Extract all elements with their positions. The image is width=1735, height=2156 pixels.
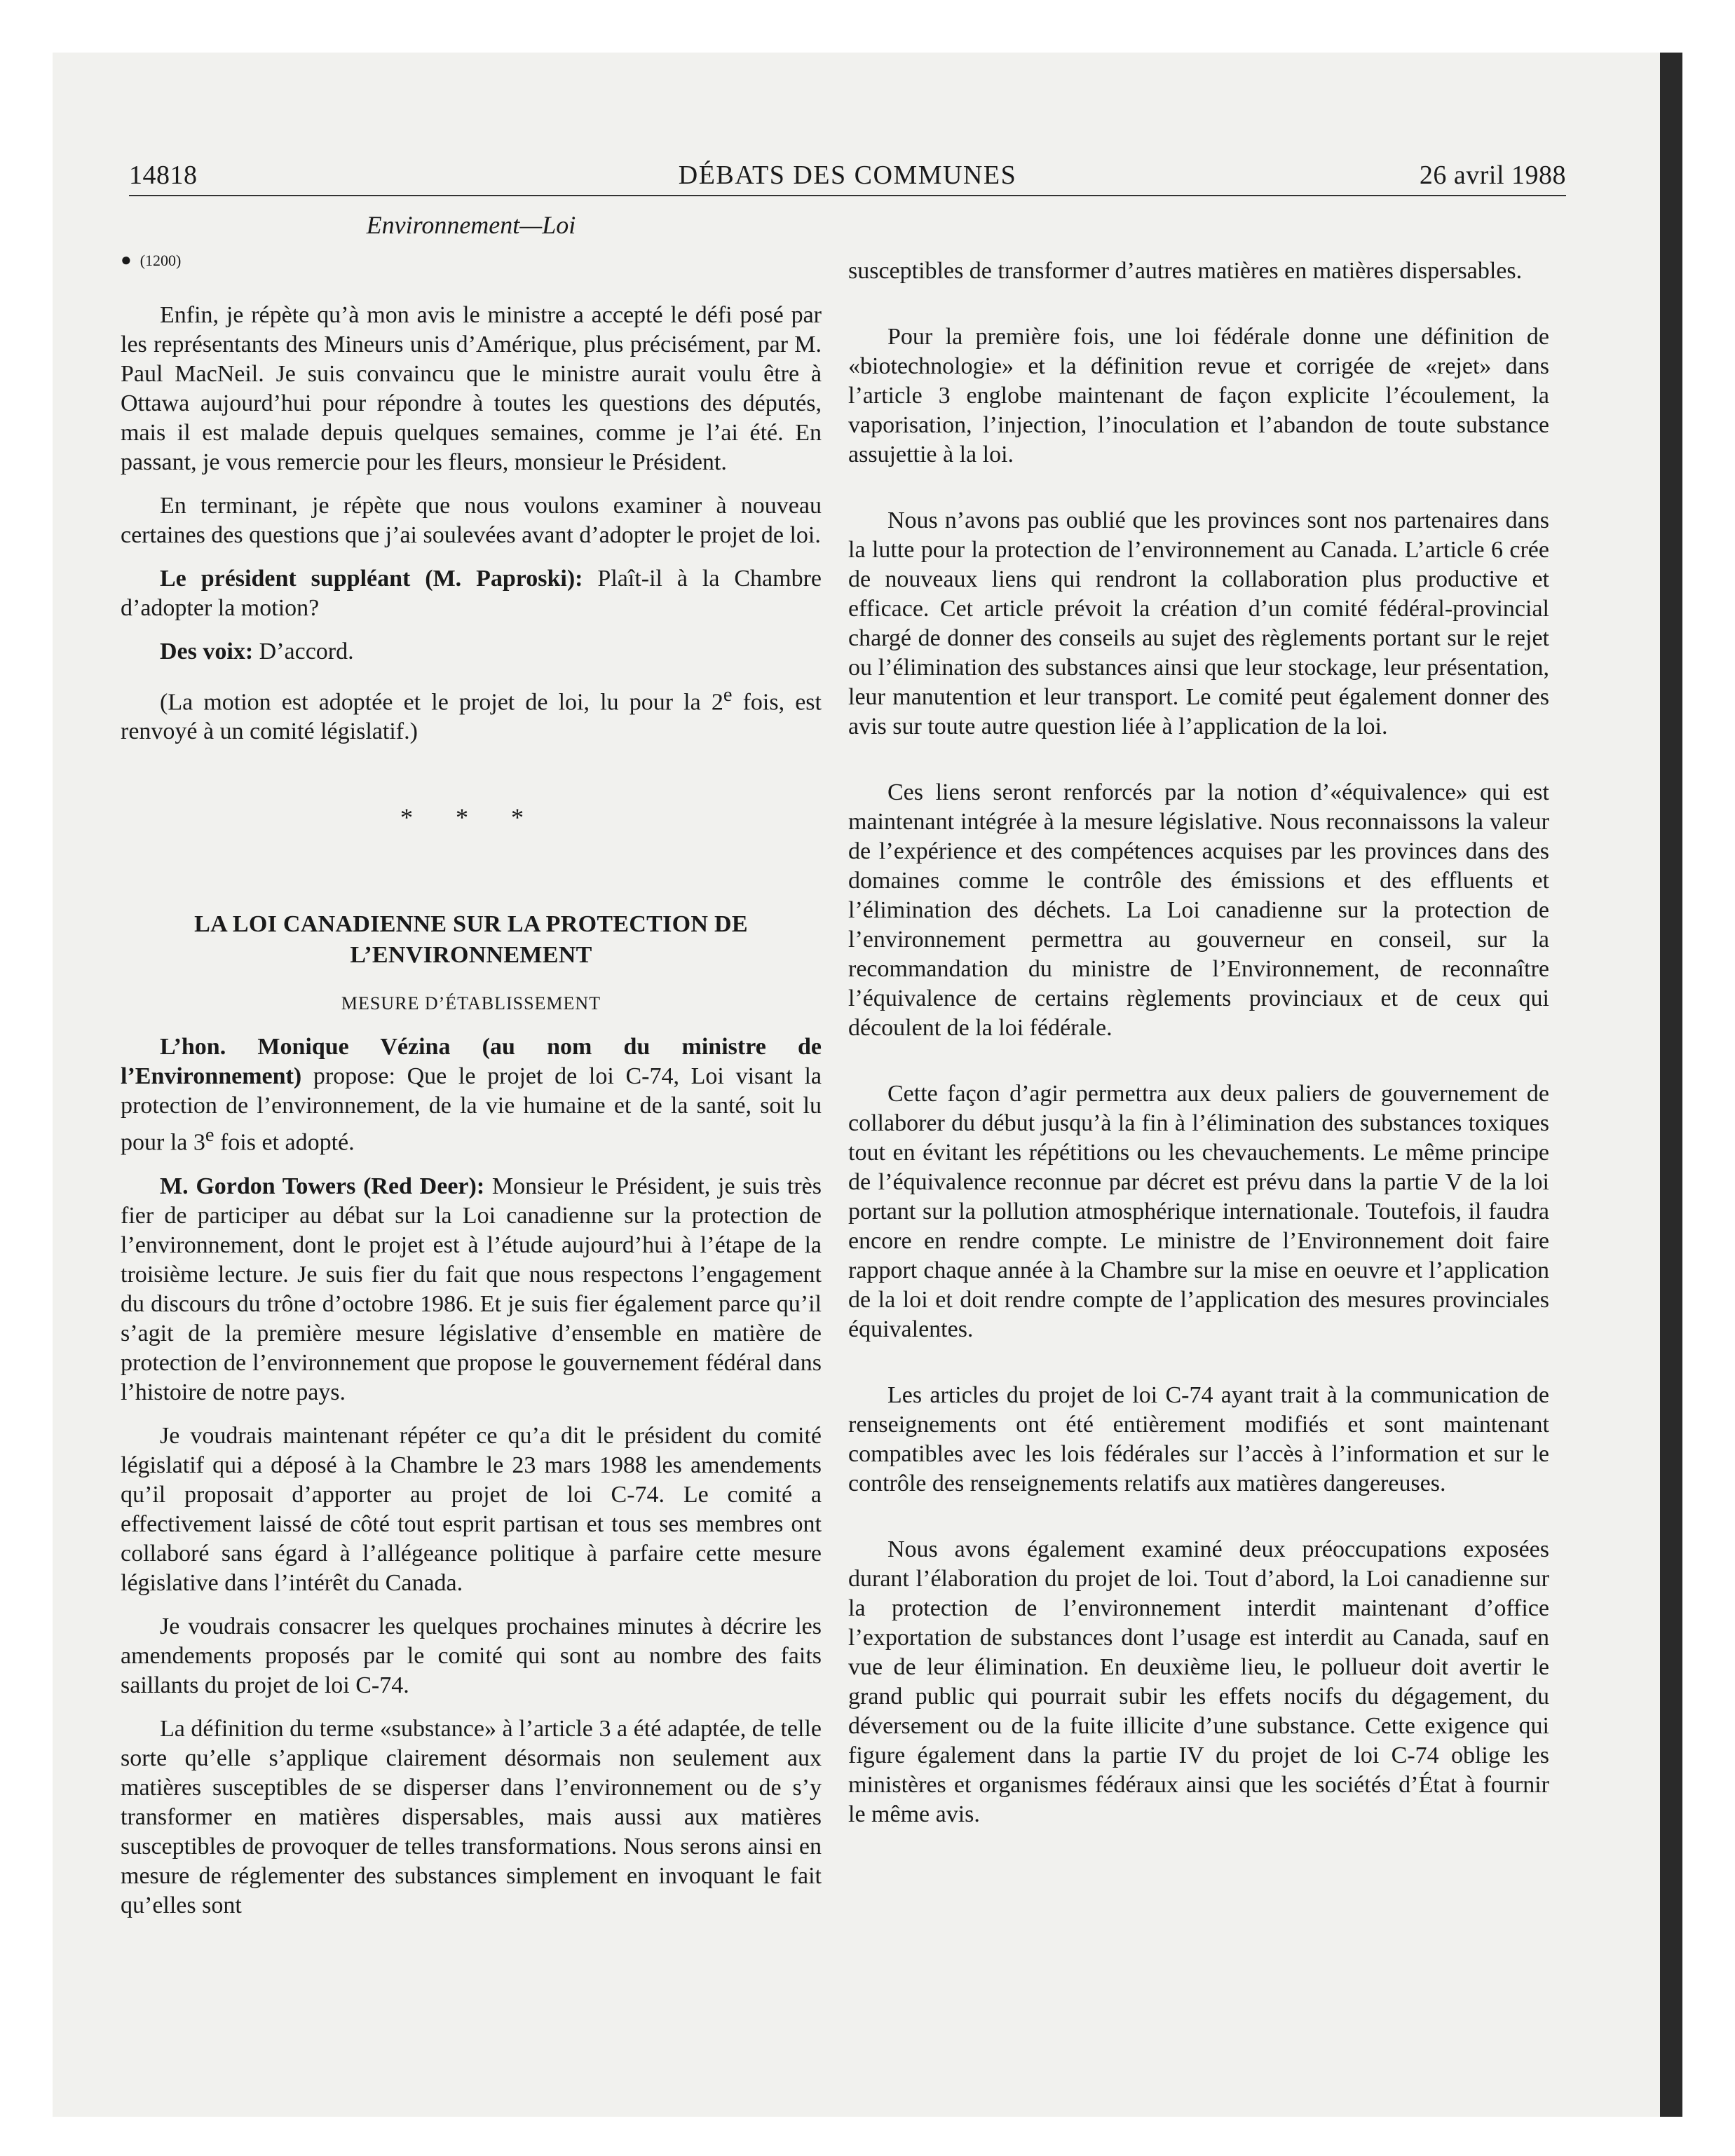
- speaker-name: M. Gordon Towers (Red Deer):: [160, 1173, 485, 1199]
- page-number: 14818: [129, 161, 198, 190]
- section-subheading: MESURE D’ÉTABLISSEMENT: [341, 993, 601, 1014]
- speech-text: fois et adopté.: [214, 1129, 355, 1156]
- paragraph: Je voudrais consacrer les quelques prochaines minutes à décrire les amendements proposés par le comité qui sont au nombre des faits saillants du projet de loi C-74.: [121, 1613, 822, 1698]
- paragraph: Je voudrais maintenant répéter ce qu’a dit le président du comité législatif qui a déposé à la Chambre le 23 mars 1988 les amendements qu’il proposait d’apporter au projet de loi C-74. Le comité a effectivement laissé de côté tout esprit partisan et tous ses membres ont collaboré sans égard à l’allégeance politique à parfaire cette mesure législative dans l’intérêt du Canada.: [121, 1422, 822, 1596]
- section-heading: [121, 909, 822, 971]
- paragraph: [121, 1032, 822, 1157]
- scanner-edge-shadow: [1660, 53, 1682, 2117]
- heading-line: LA LOI CANADIENNE SUR LA PROTECTION DE: [194, 911, 748, 938]
- bullet-icon: ●: [121, 250, 132, 270]
- motion-text: fois, est renvoyé à un comité législatif.): [121, 689, 822, 745]
- paragraph: [121, 564, 822, 623]
- section-separator: * * *: [400, 803, 542, 832]
- left-column: [121, 210, 822, 1935]
- superscript: e: [205, 1124, 215, 1147]
- speech-text: D’accord.: [253, 639, 354, 664]
- paragraph: Enfin, je répète qu’à mon avis le ministre a accepté le défi posé par les représentants des Mineurs unis d’Amérique, plus précisément, par M. Paul MacNeil. Je suis convaincu que le ministre aurait voulu être à Ottawa aujourd’hui pour répondre à toutes les questions des députés, mais il est malade depuis quelques semaines, comme je l’ai été. En passant, je vous remercie pour les fleurs, monsieur le Président.: [121, 302, 822, 475]
- speaker-name: Le président suppléant (M. Paproski):: [160, 566, 583, 592]
- paragraph: [121, 1172, 822, 1407]
- time-mark: [121, 245, 822, 275]
- paragraph: Les articles du projet de loi C-74 ayant trait à la communication de renseignements ont été entièrement modifiés et sont maintenant compatibles avec les lois fédérales sur l’accès à l’information et sur le contrôle des renseignements relatifs aux matières dangereuses.: [848, 1382, 1549, 1496]
- paragraph: Nous avons également examiné deux préoccupations exposées durant l’élaboration du projet de loi. Tout d’abord, la Loi canadienne sur la protection de l’environnement interdit maintenant d’office l’exportation de substances dont l’usage est interdit au Canada, sauf en vue de leur élimination. En deuxième lieu, le pollueur doit avertir le grand public qui pourrait subir les effets nocifs du dégagement, du déversement ou de la fuite illicite d’une substance. Cette exigence qui figure également dans la partie IV du projet de loi C-74 oblige les ministères et organismes fédéraux ainsi que les sociétés d’État à fournir le même avis.: [848, 1536, 1549, 1827]
- speaker-name: Des voix:: [160, 639, 254, 664]
- time-mark-label: (1200): [140, 252, 182, 269]
- paragraph: Cette façon d’agir permettra aux deux paliers de gouvernement de collaborer du début jusqu’à la fin à l’élimination des substances toxiques tout en évitant les répétitions ou les chevauchements. Le même principe de l’équivalence reconnue par décret est prévu dans la partie V de la loi portant sur la pollution atmosphérique internationale. Toutefois, il faudra encore en rendre compte. Le ministre de l’Environnement doit faire rapport chaque année à la Chambre sur la mise en oeuvre et l’application de la loi et doit rendre compte de l’application des mesures provinciales équivalentes.: [848, 1081, 1549, 1342]
- section-rubric: Environnement—Loi: [366, 211, 576, 239]
- speaker-name: L’hon. Monique Vézina (au nom du ministre de l’Environnement): [121, 1034, 822, 1090]
- motion-text: (La motion est adoptée et le projet de loi, lu pour la 2: [160, 689, 723, 716]
- speech-text: Plaît-il à la Chambre d’adopter la motion?: [121, 566, 822, 621]
- paragraph: [121, 681, 822, 746]
- paragraph: En terminant, je répète que nous voulons examiner à nouveau certaines des questions que j’ai soulevées avant d’adopter le projet de loi.: [121, 493, 822, 548]
- paragraph: Ces liens seront renforcés par la notion d’«équivalence» qui est maintenant intégrée à la mesure législative. Nous reconnaissons la valeur de l’expérience et des compétences acquises par les provinces dans des domaines comme le contrôle des émissions et des effluents et l’élimination des déchets. La Loi canadienne sur la protection de l’environnement permettra au gouverneur en conseil, sur la recommandation du ministre de l’Environnement, de reconnaître l’équivalence de certains règlements provinciaux et de ceux qui découlent de la loi fédérale.: [848, 779, 1549, 1041]
- superscript: e: [723, 684, 733, 706]
- paragraph: Nous n’avons pas oublié que les provinces sont nos partenaires dans la lutte pour la protection de l’environnement au Canada. L’article 6 crée de nouveaux liens qui rendront la collaboration plus productive et efficace. Cet article prévoit la création d’un comité fédéral-provincial chargé de donner des conseils au sujet des règlements portant sur le rejet ou l’élimination des substances ainsi que leur stockage, leur présentation, leur manutention et leur transport. Le comité peut également donner des avis sur toute autre question liée à l’application de la loi.: [848, 507, 1549, 739]
- paragraph: [121, 637, 822, 667]
- heading-line: L’ENVIRONNEMENT: [350, 942, 592, 969]
- speech-text: propose: Que le projet de loi C-74, Loi visant la protection de l’environnement, de la vie humaine et de la santé, soit lu pour la 3: [121, 1063, 822, 1156]
- paragraph: susceptibles de transformer d’autres matières en matières dispersables.: [848, 258, 1523, 284]
- publication-title: DÉBATS DES COMMUNES: [678, 161, 1017, 190]
- right-column: [848, 257, 1549, 1843]
- paragraph: La définition du terme «substance» à l’article 3 a été adaptée, de telle sorte qu’elle s’applique clairement désormais non seulement aux matières susceptibles de se disperser dans l’environnement ou de s’y transformer en matières dispersables, mais aussi aux matières susceptibles de provoquer de telles transformations. Nous serons ainsi en mesure de réglementer des substances simplement en invoquant le fait qu’elles sont: [121, 1715, 822, 1918]
- header-rule: [129, 195, 1566, 196]
- paragraph: Pour la première fois, une loi fédérale donne une définition de «biotechnologie» et la définition revue et corrigée de «rejet» dans l’article 3 englobe maintenant de façon explicite l’écoulement, la vaporisation, l’injection, l’inoculation et l’abandon de toute substance assujettie à la loi.: [848, 324, 1549, 468]
- speech-text: Monsieur le Président, je suis très fier de participer au débat sur la Loi canadienne sur la protection de l’environnement, dont le projet est à l’étude aujourd’hui à l’étape de la troisième lecture. Je suis fier du fait que nous respectons l’engagement du discours du trône d’octobre 1986. Et je suis fier également parce qu’il s’agit de la première mesure législative d’ensemble en matière de protection de l’environnement que propose le gouvernement fédéral dans l’histoire de notre pays.: [121, 1173, 822, 1405]
- page-date: 26 avril 1988: [1419, 161, 1566, 190]
